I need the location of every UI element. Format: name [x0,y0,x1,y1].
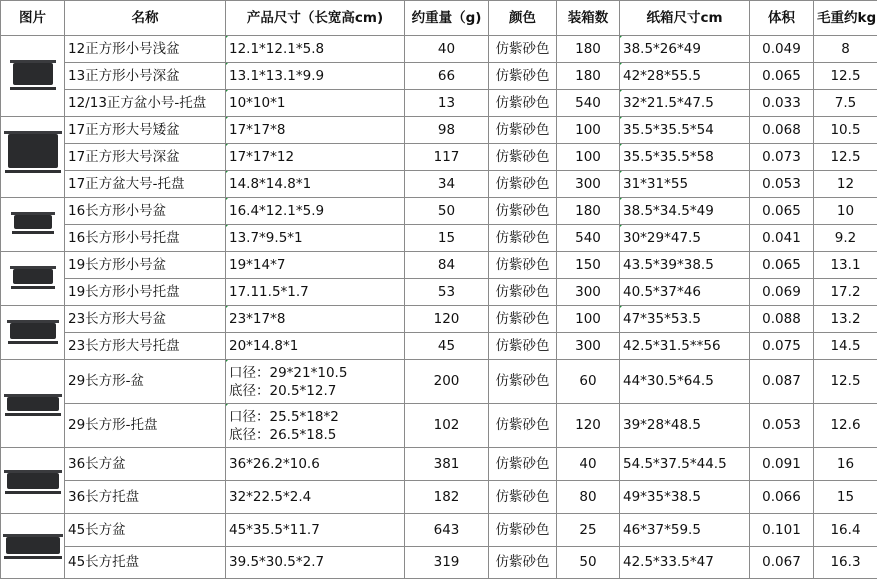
header-size: 产品尺寸（长宽高cm) [226,1,405,36]
product-name: 23长方形大号盆 [65,306,226,333]
product-weight: 84 [405,252,489,279]
volume: 0.033 [750,90,814,117]
rect-pot-36-image [4,470,62,494]
product-weight: 381 [405,448,489,481]
product-qty: 80 [557,481,620,514]
product-color: 仿紫砂色 [489,117,557,144]
table-row [1,36,877,63]
volume: 0.075 [750,333,814,360]
square-pot-small-image [10,60,56,90]
table-row [1,90,877,117]
product-weight: 200 [405,360,489,404]
product-size: 32*22.5*2.4 [226,481,405,514]
product-name: 29长方形-盆 [65,360,226,404]
product-weight: 53 [405,279,489,306]
table-row [1,306,877,333]
gross-weight: 10.5 [814,117,877,144]
table-row [1,198,877,225]
gross-weight: 12.5 [814,144,877,171]
volume: 0.065 [750,252,814,279]
product-weight: 120 [405,306,489,333]
gross-weight: 8 [814,36,877,63]
product-color: 仿紫砂色 [489,36,557,63]
product-weight: 182 [405,481,489,514]
product-qty: 60 [557,360,620,404]
product-name: 17正方形大号深盆 [65,144,226,171]
header-gross: 毛重约kg [814,1,877,36]
gross-weight: 12.5 [814,63,877,90]
gross-weight: 7.5 [814,90,877,117]
table-row [1,171,877,198]
product-qty: 180 [557,198,620,225]
volume: 0.066 [750,481,814,514]
gross-weight: 14.5 [814,333,877,360]
product-image-cell [1,514,65,579]
product-weight: 34 [405,171,489,198]
product-color: 仿紫砂色 [489,63,557,90]
gross-weight: 17.2 [814,279,877,306]
rect-pot-45-image [3,534,63,559]
product-qty: 300 [557,279,620,306]
volume: 0.091 [750,448,814,481]
product-qty: 100 [557,144,620,171]
carton-size: 38.5*26*49 [620,36,750,63]
table-row [1,514,877,547]
product-color: 仿紫砂色 [489,225,557,252]
volume: 0.067 [750,547,814,579]
product-color: 仿紫砂色 [489,306,557,333]
product-color: 仿紫砂色 [489,360,557,404]
volume: 0.065 [750,63,814,90]
product-color: 仿紫砂色 [489,404,557,448]
carton-size: 31*31*55 [620,171,750,198]
size-base-line: 底径：20.5*12.7 [229,382,337,399]
product-color: 仿紫砂色 [489,144,557,171]
product-name: 23长方形大号托盘 [65,333,226,360]
product-weight: 40 [405,36,489,63]
product-size: 16.4*12.1*5.9 [226,198,405,225]
gross-weight: 9.2 [814,225,877,252]
volume: 0.073 [750,144,814,171]
product-weight: 13 [405,90,489,117]
product-weight: 643 [405,514,489,547]
table-row [1,448,877,481]
volume: 0.087 [750,360,814,404]
product-image-cell [1,306,65,360]
product-color: 仿紫砂色 [489,252,557,279]
table-row [1,252,877,279]
product-color: 仿紫砂色 [489,514,557,547]
product-size: 13.7*9.5*1 [226,225,405,252]
product-qty: 540 [557,90,620,117]
carton-size: 39*28*48.5 [620,404,750,448]
product-qty: 300 [557,333,620,360]
volume: 0.041 [750,225,814,252]
gross-weight: 15 [814,481,877,514]
gross-weight: 12 [814,171,877,198]
product-name: 19长方形小号托盘 [65,279,226,306]
product-qty: 150 [557,252,620,279]
table-row [1,144,877,171]
table-row [1,481,877,514]
carton-size: 46*37*59.5 [620,514,750,547]
product-size: 12.1*12.1*5.8 [226,36,405,63]
product-size: 17*17*8 [226,117,405,144]
carton-size: 42.5*31.5**56 [620,333,750,360]
product-image-cell [1,448,65,514]
product-weight: 319 [405,547,489,579]
product-weight: 45 [405,333,489,360]
product-name: 12/13正方盆小号-托盘 [65,90,226,117]
product-size: 36*26.2*10.6 [226,448,405,481]
product-qty: 50 [557,547,620,579]
product-qty: 120 [557,404,620,448]
header-color: 颜色 [489,1,557,36]
carton-size: 38.5*34.5*49 [620,198,750,225]
product-name: 36长方盆 [65,448,226,481]
product-qty: 180 [557,36,620,63]
header-qty: 装箱数 [557,1,620,36]
product-weight: 15 [405,225,489,252]
product-name: 19长方形小号盆 [65,252,226,279]
carton-size: 43.5*39*38.5 [620,252,750,279]
product-name: 17正方形大号矮盆 [65,117,226,144]
table-row [1,279,877,306]
product-color: 仿紫砂色 [489,279,557,306]
table-row [1,404,877,448]
product-size [226,404,405,448]
product-qty: 300 [557,171,620,198]
product-qty: 100 [557,117,620,144]
product-name: 45长方盆 [65,514,226,547]
gross-weight: 16.3 [814,547,877,579]
header-name: 名称 [65,1,226,36]
product-image-cell [1,117,65,198]
product-size: 17*17*12 [226,144,405,171]
table-row [1,360,877,404]
product-image-cell [1,36,65,117]
product-weight: 117 [405,144,489,171]
header-volume: 体积 [750,1,814,36]
product-color: 仿紫砂色 [489,448,557,481]
carton-size: 44*30.5*64.5 [620,360,750,404]
product-name: 16长方形小号盆 [65,198,226,225]
product-qty: 100 [557,306,620,333]
product-name: 16长方形小号托盘 [65,225,226,252]
carton-size: 35.5*35.5*54 [620,117,750,144]
product-size: 14.8*14.8*1 [226,171,405,198]
product-size: 20*14.8*1 [226,333,405,360]
carton-size: 42*28*55.5 [620,63,750,90]
product-size: 45*35.5*11.7 [226,514,405,547]
product-weight: 50 [405,198,489,225]
size-mouth-line: 口径：25.5*18*2 [229,408,339,425]
gross-weight: 12.6 [814,404,877,448]
product-color: 仿紫砂色 [489,90,557,117]
product-size: 23*17*8 [226,306,405,333]
carton-size: 54.5*37.5*44.5 [620,448,750,481]
gross-weight: 13.1 [814,252,877,279]
product-size: 39.5*30.5*2.7 [226,547,405,579]
table-row [1,547,877,579]
volume: 0.053 [750,404,814,448]
product-name: 17正方盆大号-托盘 [65,171,226,198]
product-name: 45长方托盘 [65,547,226,579]
product-name: 29长方形-托盘 [65,404,226,448]
product-name: 12正方形小号浅盆 [65,36,226,63]
rect-pot-16-image [11,212,55,234]
volume: 0.101 [750,514,814,547]
product-size: 17.11.5*1.7 [226,279,405,306]
carton-size: 35.5*35.5*58 [620,144,750,171]
carton-size: 42.5*33.5*47 [620,547,750,579]
product-weight: 102 [405,404,489,448]
volume: 0.053 [750,171,814,198]
product-qty: 40 [557,448,620,481]
carton-size: 49*35*38.5 [620,481,750,514]
carton-size: 30*29*47.5 [620,225,750,252]
volume: 0.068 [750,117,814,144]
product-color: 仿紫砂色 [489,171,557,198]
carton-size: 32*21.5*47.5 [620,90,750,117]
gross-weight: 16.4 [814,514,877,547]
product-color: 仿紫砂色 [489,547,557,579]
product-size: 10*10*1 [226,90,405,117]
volume: 0.069 [750,279,814,306]
product-color: 仿紫砂色 [489,481,557,514]
rect-pot-29-image [4,394,62,416]
carton-size: 40.5*37*46 [620,279,750,306]
gross-weight: 12.5 [814,360,877,404]
product-color: 仿紫砂色 [489,333,557,360]
product-name: 13正方形小号深盆 [65,63,226,90]
rect-pot-23-image [7,320,59,344]
product-size [226,360,405,404]
header-image: 图片 [1,1,65,36]
table-row [1,225,877,252]
rect-pot-19-image [10,266,56,289]
gross-weight: 10 [814,198,877,225]
product-color: 仿紫砂色 [489,198,557,225]
product-image-cell [1,360,65,448]
product-size: 19*14*7 [226,252,405,279]
size-mouth-line: 口径：29*21*10.5 [229,364,348,381]
table-row [1,63,877,90]
square-pot-large-image [4,131,62,173]
product-name: 36长方托盘 [65,481,226,514]
table-row [1,333,877,360]
product-qty: 540 [557,225,620,252]
header-carton: 纸箱尺寸cm [620,1,750,36]
product-image-cell [1,198,65,252]
product-size: 13.1*13.1*9.9 [226,63,405,90]
gross-weight: 13.2 [814,306,877,333]
product-qty: 25 [557,514,620,547]
volume: 0.049 [750,36,814,63]
header-weight: 约重量（g) [405,1,489,36]
carton-size: 47*35*53.5 [620,306,750,333]
volume: 0.088 [750,306,814,333]
size-base-line: 底径：26.5*18.5 [229,426,337,443]
volume: 0.065 [750,198,814,225]
product-weight: 98 [405,117,489,144]
gross-weight: 16 [814,448,877,481]
product-qty: 180 [557,63,620,90]
product-weight: 66 [405,63,489,90]
product-image-cell [1,252,65,306]
table-row [1,117,877,144]
header-row [1,1,877,36]
